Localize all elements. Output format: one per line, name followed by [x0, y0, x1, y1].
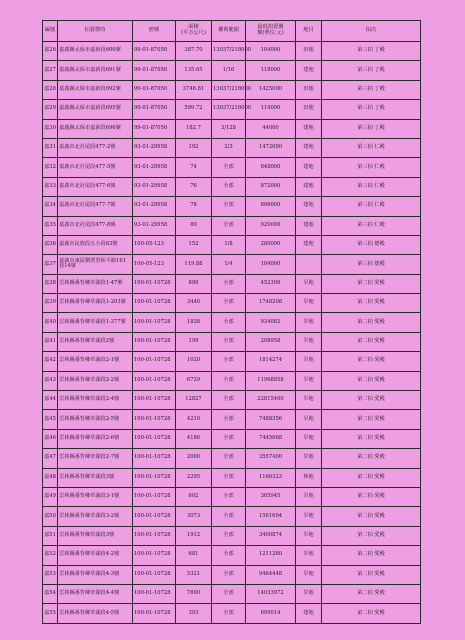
- cell-no: 嘉48: [43, 468, 58, 487]
- cell-round: 第三拍 德殿: [322, 255, 421, 274]
- cell-right: 2/3: [212, 138, 246, 157]
- table-row: [43, 332, 421, 351]
- cell-price: 3400874: [246, 526, 296, 545]
- cell-no: 嘉46: [43, 429, 58, 448]
- table-row: [43, 294, 421, 313]
- cell-reg: 100-01-10728: [133, 526, 176, 545]
- cell-right: 全部: [212, 197, 246, 216]
- cell-use: 旱地: [296, 410, 322, 429]
- cell-price: 11968858: [246, 371, 296, 390]
- cell-area: 4186: [176, 429, 212, 448]
- table-row: [43, 42, 421, 61]
- cell-no: 嘉40: [43, 313, 58, 332]
- cell-area: 602: [176, 487, 212, 506]
- cell-use: 旱地: [296, 274, 322, 293]
- table-row: [43, 61, 421, 80]
- cell-reg: 93-01-29958: [133, 197, 176, 216]
- cell-right: 全部: [212, 216, 246, 235]
- cell-right: 1/8: [212, 235, 246, 254]
- cell-use: 建地: [296, 216, 322, 235]
- table-row: [43, 255, 421, 274]
- cell-round: 第二拍 愛殿: [322, 429, 421, 448]
- table-row: [43, 235, 421, 254]
- cell-price: 14033972: [246, 584, 296, 603]
- cell-no: 嘉39: [43, 294, 58, 313]
- cell-round: 第三拍 丁殿: [322, 80, 421, 99]
- table-row: [43, 468, 421, 487]
- table-row: [43, 197, 421, 216]
- cell-area: 1020: [176, 352, 212, 371]
- cell-area: 192: [176, 138, 212, 157]
- cell-round: 第三拍 丁殿: [322, 42, 421, 61]
- cell-no: 嘉41: [43, 332, 58, 351]
- cell-name: 嘉義縣太保市嘉新段691號: [58, 61, 133, 80]
- cell-right: 全部: [212, 352, 246, 371]
- cell-reg: 93-01-29958: [133, 138, 176, 157]
- cell-no: 嘉30: [43, 119, 58, 138]
- cell-use: 旱地: [296, 313, 322, 332]
- cell-price: 872000: [246, 177, 296, 196]
- cell-price: 44000: [246, 119, 296, 138]
- header-cell-reg: 冊號: [133, 21, 176, 42]
- cell-reg: 100-05-123: [133, 235, 176, 254]
- cell-reg: 100-01-10728: [133, 313, 176, 332]
- cell-area: 199: [176, 332, 212, 351]
- cell-round: 第三拍 丁殿: [322, 61, 421, 80]
- cell-use: 旱地: [296, 526, 322, 545]
- cell-price: 104000: [246, 255, 296, 274]
- cell-use: 旱地: [296, 584, 322, 603]
- cell-reg: 100-01-10728: [133, 546, 176, 565]
- cell-name: 嘉義市北社尾段477-5號: [58, 158, 133, 177]
- cell-area: 1838: [176, 313, 212, 332]
- cell-reg: 100-01-10728: [133, 294, 176, 313]
- cell-no: 嘉34: [43, 197, 58, 216]
- cell-no: 嘉43: [43, 371, 58, 390]
- cell-use: [296, 255, 322, 274]
- cell-right: 全部: [212, 429, 246, 448]
- table-row: [43, 138, 421, 157]
- cell-use: 建地: [296, 604, 322, 623]
- cell-no: 嘉32: [43, 158, 58, 177]
- cell-name: 雲林縣番背鄉草湖段4-4號: [58, 584, 133, 603]
- cell-use: 建地: [296, 177, 322, 196]
- cell-price: 934082: [246, 313, 296, 332]
- cell-reg: 100-01-10728: [133, 565, 176, 584]
- cell-name: 雲林縣番背鄉草湖段1-203號: [58, 294, 133, 313]
- cell-reg: 99-01-87050: [133, 100, 176, 119]
- cell-right: 全部: [212, 274, 246, 293]
- cell-round: 第二拍 愛殿: [322, 371, 421, 390]
- cell-no: 嘉38: [43, 274, 58, 293]
- cell-no: 嘉52: [43, 546, 58, 565]
- cell-name: 嘉義縣太保市嘉新段696號: [58, 119, 133, 138]
- cell-name: 雲林縣番背鄉草湖段4-5號: [58, 604, 133, 623]
- table-row: [43, 487, 421, 506]
- cell-area: 74: [176, 158, 212, 177]
- cell-right: 全部: [212, 294, 246, 313]
- cell-name: 雲林縣番背鄉草湖段3-1號: [58, 487, 133, 506]
- cell-reg: 100-01-10728: [133, 487, 176, 506]
- cell-right: 全部: [212, 487, 246, 506]
- table-row: [43, 604, 421, 623]
- cell-reg: 100-01-10728: [133, 604, 176, 623]
- header-cell-use: 地目: [296, 21, 322, 42]
- cell-no: 嘉45: [43, 410, 58, 429]
- header-cell-price: 最低拍賣價 額(單位:元): [246, 21, 296, 42]
- table-row: [43, 546, 421, 565]
- cell-no: 嘉42: [43, 352, 58, 371]
- table-row: [43, 429, 421, 448]
- cell-price: 22815400: [246, 391, 296, 410]
- cell-reg: 100-01-10728: [133, 274, 176, 293]
- cell-no: 嘉31: [43, 138, 58, 157]
- cell-round: 第三拍 德殿: [322, 235, 421, 254]
- cell-name: 雲林縣番背鄉草湖段2-4號: [58, 391, 133, 410]
- cell-round: 第二拍 愛殿: [322, 294, 421, 313]
- cell-price: 118000: [246, 61, 296, 80]
- cell-reg: 93-01-29958: [133, 216, 176, 235]
- cell-round: 第三拍 仁殿: [322, 197, 421, 216]
- cell-right: 全部: [212, 332, 246, 351]
- cell-name: 嘉義縣太保市嘉新段600號: [58, 42, 133, 61]
- cell-price: 1211280: [246, 546, 296, 565]
- cell-reg: 93-01-29958: [133, 177, 176, 196]
- cell-use: 旱地: [296, 391, 322, 410]
- cell-name: 雲林縣番背鄉草湖段3號: [58, 526, 133, 545]
- cell-area: 80: [176, 216, 212, 235]
- cell-use: 建地: [296, 158, 322, 177]
- cell-price: 7445668: [246, 429, 296, 448]
- cell-name: 嘉義縣太保市嘉新段692號: [58, 80, 133, 99]
- table-row: [43, 100, 421, 119]
- cell-price: 7488356: [246, 410, 296, 429]
- cell-price: 920000: [246, 216, 296, 235]
- cell-right: 1/16: [212, 61, 246, 80]
- table-body: [43, 42, 421, 624]
- header-cell-name: 拍賣標的: [58, 21, 133, 42]
- header-cell-no: 編號: [43, 21, 58, 42]
- cell-area: 393: [176, 604, 212, 623]
- cell-right: 全部: [212, 158, 246, 177]
- cell-use: 田地: [296, 80, 322, 99]
- cell-reg: 99-01-87050: [133, 119, 176, 138]
- cell-round: 第二拍 愛殿: [322, 352, 421, 371]
- cell-round: 第二拍 愛殿: [322, 584, 421, 603]
- cell-right: 全部: [212, 410, 246, 429]
- table-row: [43, 158, 421, 177]
- cell-price: 9464448: [246, 565, 296, 584]
- table-row: [43, 565, 421, 584]
- cell-round: 第二拍 愛殿: [322, 468, 421, 487]
- cell-area: 6729: [176, 371, 212, 390]
- cell-area: 152: [176, 235, 212, 254]
- cell-no: 嘉49: [43, 487, 58, 506]
- cell-right: 全部: [212, 584, 246, 603]
- cell-round: 第三拍 丁殿: [322, 100, 421, 119]
- cell-reg: 100-01-10728: [133, 352, 176, 371]
- table-row: [43, 274, 421, 293]
- cell-right: 全部: [212, 604, 246, 623]
- cell-round: 第二拍 愛殿: [322, 449, 421, 468]
- cell-right: 1/4: [212, 255, 246, 274]
- cell-right: 全部: [212, 391, 246, 410]
- table-row: [43, 449, 421, 468]
- cell-name: 雲林縣番背鄉草湖段2-7號: [58, 449, 133, 468]
- cell-area: 3440: [176, 294, 212, 313]
- cell-name: 嘉義縣太保市嘉新段695號: [58, 100, 133, 119]
- cell-price: 848000: [246, 158, 296, 177]
- cell-round: 第二拍 愛殿: [322, 565, 421, 584]
- cell-use: 旱地: [296, 449, 322, 468]
- cell-reg: 100-01-10728: [133, 410, 176, 429]
- cell-area: 3073: [176, 507, 212, 526]
- cell-area: 12827: [176, 391, 212, 410]
- cell-use: 建地: [296, 235, 322, 254]
- cell-price: 699014: [246, 604, 296, 623]
- cell-round: 第三拍 仁殿: [322, 216, 421, 235]
- cell-no: 嘉44: [43, 391, 58, 410]
- cell-no: 嘉26: [43, 42, 58, 61]
- cell-name: 雲林縣番背鄉草湖段4-2號: [58, 546, 133, 565]
- cell-name: 嘉義市北社尾段477-7號: [58, 197, 133, 216]
- cell-name: 雲林縣番背鄉草湖段1-47號: [58, 274, 133, 293]
- cell-name: 雲林縣番背鄉草湖段2-2號: [58, 371, 133, 390]
- cell-price: 452306: [246, 274, 296, 293]
- cell-use: 旱地: [296, 546, 322, 565]
- cell-right: 全部: [212, 449, 246, 468]
- cell-use: 旱地: [296, 352, 322, 371]
- cell-use: 旱地: [296, 507, 322, 526]
- table-row: [43, 526, 421, 545]
- cell-price: 1561694: [246, 507, 296, 526]
- cell-price: 119000: [246, 100, 296, 119]
- cell-area: 119.88: [176, 255, 212, 274]
- cell-round: 第三拍 仁殿: [322, 158, 421, 177]
- cell-no: 嘉27: [43, 61, 58, 80]
- cell-area: 2000: [176, 449, 212, 468]
- table-row: [43, 119, 421, 138]
- cell-reg: 100-01-10728: [133, 468, 176, 487]
- cell-area: 78: [176, 197, 212, 216]
- cell-round: 第三拍 丁殿: [322, 119, 421, 138]
- cell-area: 2295: [176, 468, 212, 487]
- cell-round: 第三拍 仁殿: [322, 177, 421, 196]
- cell-name: 雲林縣番背鄉草湖段3號: [58, 468, 133, 487]
- cell-area: 5321: [176, 565, 212, 584]
- cell-use: 旱地: [296, 332, 322, 351]
- cell-round: 第二拍 愛殿: [322, 332, 421, 351]
- cell-price: 305945: [246, 487, 296, 506]
- cell-name: 嘉義市北社尾段477-8號: [58, 216, 133, 235]
- cell-price: 280000: [246, 235, 296, 254]
- table-row: [43, 216, 421, 235]
- header-cell-area: 面積 (平方公尺): [176, 21, 212, 42]
- cell-price: 104000: [246, 42, 296, 61]
- cell-no: 嘉36: [43, 235, 58, 254]
- cell-no: 嘉35: [43, 216, 58, 235]
- cell-area: 76: [176, 177, 212, 196]
- cell-name: 雲林縣番背鄉草湖段2-5號: [58, 410, 133, 429]
- cell-right: 全部: [212, 526, 246, 545]
- cell-round: 第二拍 愛殿: [322, 604, 421, 623]
- cell-round: 第二拍 愛殿: [322, 313, 421, 332]
- cell-price: 208958: [246, 332, 296, 351]
- cell-price: 896000: [246, 197, 296, 216]
- cell-use: 旱地: [296, 565, 322, 584]
- cell-use: 旱地: [296, 371, 322, 390]
- cell-use: 建地: [296, 61, 322, 80]
- cell-reg: 100-01-10728: [133, 507, 176, 526]
- cell-no: 嘉55: [43, 604, 58, 623]
- table-row: [43, 507, 421, 526]
- cell-area: 681: [176, 546, 212, 565]
- cell-right: 3/128: [212, 119, 246, 138]
- cell-name: 雲林縣番背鄉草湖段1-377號: [58, 313, 133, 332]
- cell-no: 嘉28: [43, 80, 58, 99]
- cell-right: 13037/218000: [212, 80, 246, 99]
- header-cell-right: 權利範圍: [212, 21, 246, 42]
- cell-no: 嘉50: [43, 507, 58, 526]
- cell-use: 林地: [296, 468, 322, 487]
- cell-right: 全部: [212, 468, 246, 487]
- table-row: [43, 410, 421, 429]
- cell-price: 1748208: [246, 294, 296, 313]
- cell-use: 建地: [296, 197, 322, 216]
- table-row: [43, 177, 421, 196]
- cell-no: 嘉29: [43, 100, 58, 119]
- cell-area: 890: [176, 274, 212, 293]
- cell-reg: 100-01-10728: [133, 429, 176, 448]
- cell-reg: 100-01-10728: [133, 332, 176, 351]
- cell-name: 雲林縣番背鄉草湖段3-2號: [58, 507, 133, 526]
- cell-area: 135.65: [176, 61, 212, 80]
- cell-price: 1425000: [246, 80, 296, 99]
- cell-reg: 99-01-87050: [133, 80, 176, 99]
- cell-reg: 100-01-10728: [133, 449, 176, 468]
- cell-area: 599.72: [176, 100, 212, 119]
- cell-reg: 93-01-29958: [133, 158, 176, 177]
- cell-round: 第二拍 愛殿: [322, 507, 421, 526]
- cell-round: 第二拍 愛殿: [322, 487, 421, 506]
- cell-price: 1166323: [246, 468, 296, 487]
- cell-reg: 100-01-10728: [133, 584, 176, 603]
- cell-no: 嘉53: [43, 565, 58, 584]
- auction-table: [42, 20, 421, 624]
- table-row: [43, 80, 421, 99]
- table-row: [43, 584, 421, 603]
- cell-no: 嘉54: [43, 584, 58, 603]
- cell-no: 嘉47: [43, 449, 58, 468]
- cell-round: 第二拍 愛殿: [322, 546, 421, 565]
- cell-name: 嘉義市東區劉厝里和平路161巷14號: [58, 255, 133, 274]
- cell-right: 全部: [212, 507, 246, 526]
- cell-name: 雲林縣番背鄉草湖段2-1號: [58, 352, 133, 371]
- cell-use: 田地: [296, 42, 322, 61]
- cell-reg: 99-01-87050: [133, 42, 176, 61]
- cell-right: 全部: [212, 546, 246, 565]
- header-cell-round: 拍次: [322, 21, 421, 42]
- cell-right: 13037/218000: [212, 42, 246, 61]
- cell-price: 1472000: [246, 138, 296, 157]
- cell-round: 第二拍 愛殿: [322, 274, 421, 293]
- cell-name: 雲林縣番背鄉草湖段2-6號: [58, 429, 133, 448]
- cell-area: 3746.81: [176, 80, 212, 99]
- table-row: [43, 313, 421, 332]
- cell-area: 4210: [176, 410, 212, 429]
- cell-area: 387.70: [176, 42, 212, 61]
- cell-use: 建地: [296, 119, 322, 138]
- cell-reg: 100-01-10728: [133, 371, 176, 390]
- cell-reg: 100-01-10728: [133, 391, 176, 410]
- cell-right: 全部: [212, 565, 246, 584]
- cell-round: 第二拍 愛殿: [322, 391, 421, 410]
- cell-name: 雲林縣番背鄉草湖段4-3號: [58, 565, 133, 584]
- cell-reg: 99-01-87050: [133, 61, 176, 80]
- cell-round: 第二拍 愛殿: [322, 526, 421, 545]
- cell-use: 旱地: [296, 429, 322, 448]
- cell-use: 旱地: [296, 487, 322, 506]
- cell-right: 全部: [212, 371, 246, 390]
- cell-round: 第三拍 仁殿: [322, 138, 421, 157]
- cell-right: 全部: [212, 177, 246, 196]
- cell-area: 1912: [176, 526, 212, 545]
- cell-round: 第二拍 愛殿: [322, 410, 421, 429]
- cell-no: 嘉37: [43, 255, 58, 274]
- cell-use: 建地: [296, 138, 322, 157]
- table-row: [43, 391, 421, 410]
- cell-name: 嘉義市北社尾段477-2號: [58, 138, 133, 157]
- cell-name: 嘉義市民族段五小段83號: [58, 235, 133, 254]
- cell-name: 嘉義市北社尾段477-6號: [58, 177, 133, 196]
- cell-reg: 100-05-123: [133, 255, 176, 274]
- cell-price: 3557400: [246, 449, 296, 468]
- cell-right: 13037/218000: [212, 100, 246, 119]
- cell-no: 嘉51: [43, 526, 58, 545]
- cell-area: 7890: [176, 584, 212, 603]
- cell-area: 182.7: [176, 119, 212, 138]
- cell-name: 雲林縣番背鄉草湖段2號: [58, 332, 133, 351]
- cell-right: 全部: [212, 313, 246, 332]
- cell-no: 嘉33: [43, 177, 58, 196]
- cell-use: 旱地: [296, 294, 322, 313]
- table-row: [43, 371, 421, 390]
- header-row: [43, 21, 421, 42]
- cell-use: 田地: [296, 100, 322, 119]
- table-row: [43, 352, 421, 371]
- cell-price: 1814274: [246, 352, 296, 371]
